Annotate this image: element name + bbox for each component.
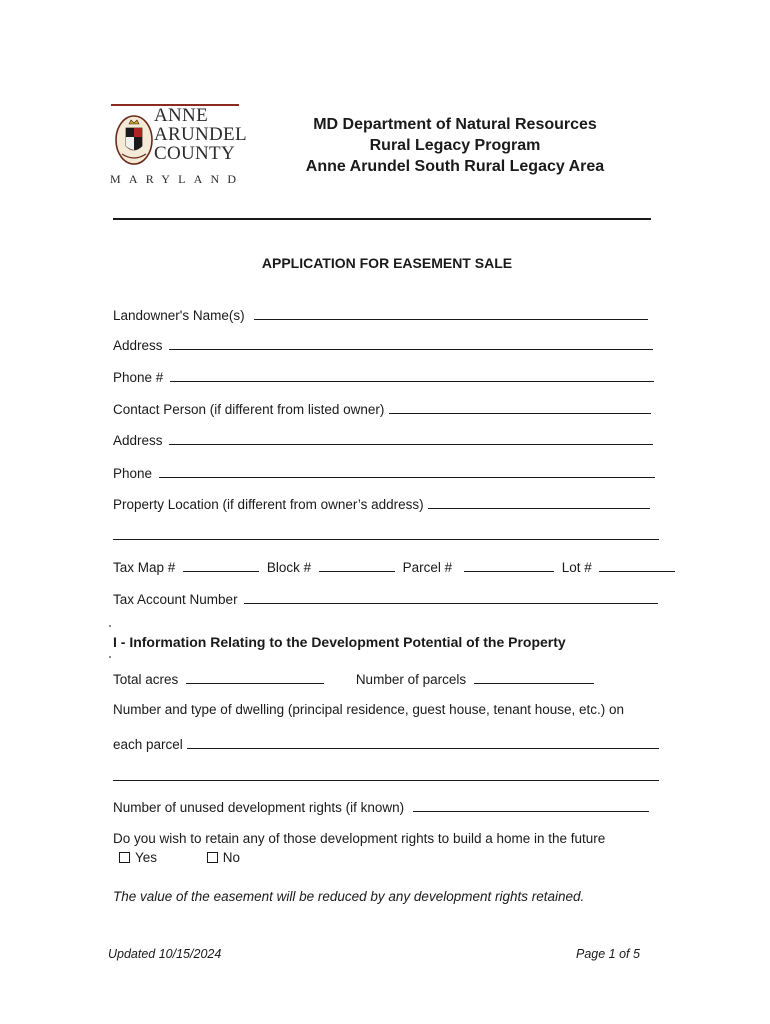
tax-ids-row [113,557,661,577]
each-parcel-row [113,734,661,754]
total-acres-field[interactable] [186,669,324,684]
landowner-name-field[interactable] [254,305,648,320]
tax-map-field[interactable] [183,557,259,572]
each-parcel-field[interactable] [187,734,659,749]
property-location-field[interactable] [428,494,650,509]
block-label: Block # [266,560,312,575]
header-divider [113,218,651,220]
landowner-row [113,305,661,325]
margin-mark [109,625,111,627]
lot-field[interactable] [599,557,675,572]
tax-map-label: Tax Map # [113,560,176,575]
address-row [113,335,661,355]
contact-address-row [113,430,661,450]
phone-field[interactable] [170,367,654,382]
parcel-field[interactable] [464,557,554,572]
retain-rights-question: Do you wish to retain any of those development rights to build a home in the future [113,831,606,846]
contact-phone-field[interactable] [159,463,655,478]
each-parcel-row-2 [113,766,661,786]
tax-account-row [113,589,661,609]
property-location-row [113,494,661,514]
header-agency: MD Department of Natural Resources [313,116,597,133]
logo-line-1: ANNE [154,105,208,126]
logo-line-3: COUNTY [154,143,235,164]
logo-state: MARYLAND [110,172,245,186]
footer-page-number: Page 1 of 5 [576,947,640,961]
unused-rights-label: Number of unused development rights (if known) [113,800,405,815]
margin-mark [109,656,111,658]
each-parcel-field-2[interactable] [113,766,659,781]
address-field[interactable] [169,335,653,350]
easement-note: The value of the easement will be reduced by any development rights retained. [113,889,585,904]
address-label: Address [113,338,163,353]
tax-account-label: Tax Account Number [113,592,238,607]
dwelling-question-label: Number and type of dwelling (principal residence, guest house, tenant house, etc.) on [113,702,625,717]
property-location-row-2 [113,525,661,545]
unused-rights-field[interactable] [413,797,649,812]
retain-rights-row [113,830,661,848]
logo-line-2: ARUNDEL [154,124,247,145]
unused-rights-row [113,797,661,817]
tax-account-field[interactable] [244,589,658,604]
contact-person-field[interactable] [389,399,651,414]
property-location-field-2[interactable] [113,525,659,540]
property-location-label: Property Location (if different from owner’s address) [113,497,424,512]
header-area: Anne Arundel South Rural Legacy Area [305,158,605,175]
contact-person-label: Contact Person (if different from listed owner) [113,402,385,417]
parcel-label: Parcel # [402,560,453,575]
retain-rights-options [119,849,667,867]
no-checkbox[interactable] [207,852,218,863]
yes-checkbox[interactable] [119,852,130,863]
contact-person-row [113,399,661,419]
dwelling-question-row [113,701,661,719]
lot-label: Lot # [561,560,592,575]
contact-phone-row [113,463,661,483]
landowner-label: Landowner's Name(s) [113,308,245,323]
yes-label: Yes [135,850,158,865]
form-title: APPLICATION FOR EASEMENT SALE [261,255,513,271]
no-option[interactable] [207,850,240,865]
number-of-parcels-label: Number of parcels [355,672,467,687]
footer-updated: Updated 10/15/2024 [108,947,222,961]
contact-address-field[interactable] [169,430,653,445]
county-seal-icon [114,112,154,166]
no-label: No [222,850,241,865]
phone-row [113,367,661,387]
total-acres-label: Total acres [113,672,179,687]
contact-phone-label: Phone [113,466,153,481]
contact-address-label: Address [113,433,163,448]
acres-parcels-row [113,669,661,689]
section-heading: I - Information Relating to the Development Potential of the Property [113,634,566,650]
document-header [255,114,655,177]
block-field[interactable] [319,557,395,572]
header-program: Rural Legacy Program [369,137,541,154]
yes-option[interactable] [119,850,157,865]
number-of-parcels-field[interactable] [474,669,594,684]
phone-label: Phone # [113,370,164,385]
each-parcel-label: each parcel [113,737,183,752]
county-logo [108,104,247,186]
